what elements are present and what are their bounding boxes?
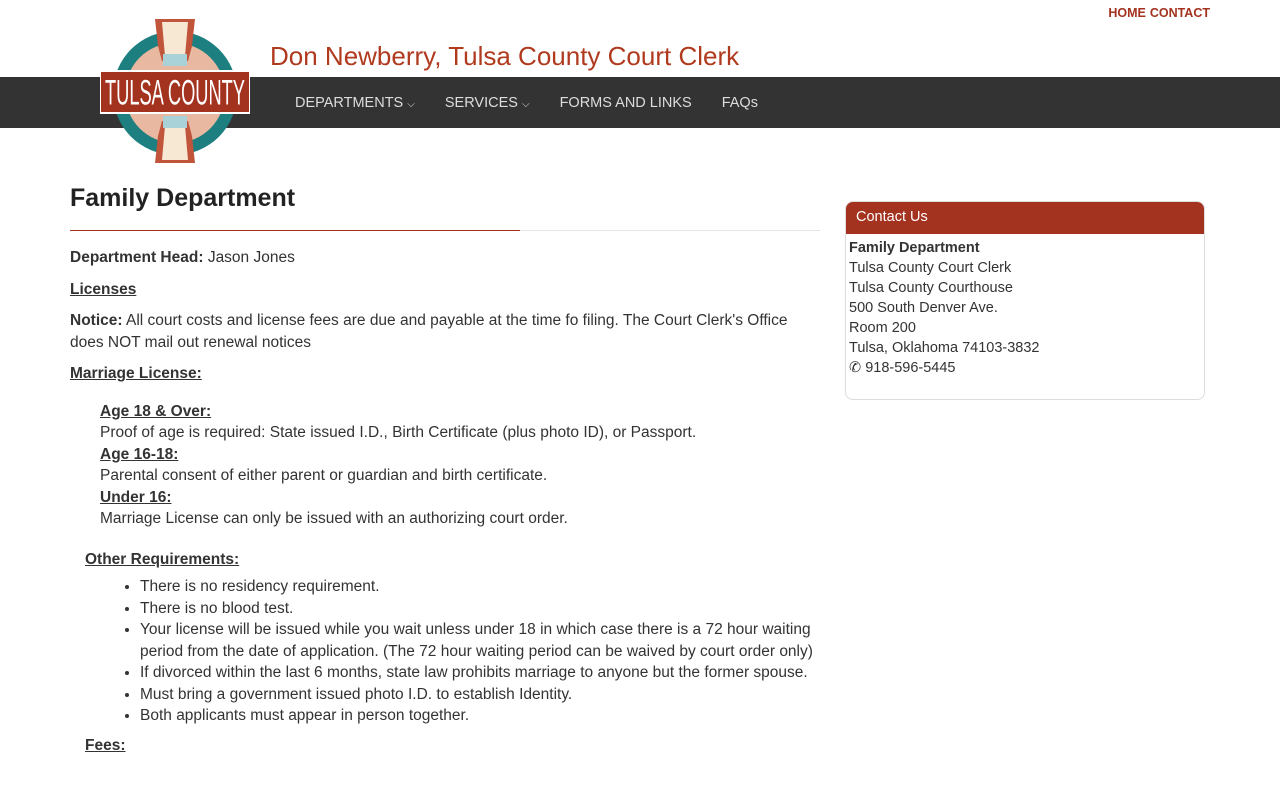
main-content	[70, 184, 820, 766]
svg-text:TULSA COUNTY: TULSA COUNTY	[105, 73, 245, 114]
marriage-license-heading: Marriage License:	[70, 365, 202, 382]
contact-line: Tulsa County Courthouse	[849, 280, 1013, 296]
title-divider	[70, 230, 820, 231]
notice-text: All court costs and license fees are due and payable at the time fo filing. The Court Clerk's Office does NOT mail out renewal notices	[70, 312, 788, 351]
contact-line: Tulsa County Court Clerk	[849, 260, 1012, 276]
dept-head-label: Department Head:	[70, 249, 204, 266]
top-links	[1104, 6, 1210, 20]
phone-icon: ✆	[849, 360, 862, 376]
age-label: Age 16-18:	[100, 445, 179, 463]
age-text: Marriage License can only be issued with an authorizing court order.	[100, 510, 568, 527]
fees-heading: Fees:	[85, 736, 126, 754]
nav-faqs[interactable]: FAQs	[721, 94, 758, 111]
contact-line: Room 200	[849, 320, 916, 336]
nav-services[interactable]	[445, 95, 530, 111]
contact-panel-title: Contact Us	[846, 202, 1204, 234]
chevron-down-icon: ⌵	[521, 98, 530, 110]
contact-line: Tulsa, Oklahoma 74103-3832	[849, 340, 1040, 356]
nav-forms-and-links[interactable]: FORMS AND LINKS	[559, 94, 692, 111]
list-item: • There is no residency requirement.	[140, 576, 820, 598]
age-label: Under 16:	[100, 488, 172, 506]
contact-phone[interactable]: 918-596-5445	[865, 360, 956, 376]
age-requirements	[70, 401, 820, 530]
age-label: Age 18 & Over:	[100, 402, 212, 420]
requirements-list	[70, 576, 820, 727]
contact-line: 500 South Denver Ave.	[849, 300, 998, 316]
tulsa-county-logo[interactable]	[100, 16, 250, 166]
list-item: • Must bring a government issued photo I.D. to establish Identity.	[140, 684, 820, 706]
list-item: • There is no blood test.	[140, 598, 820, 620]
notice-label: Notice:	[70, 312, 123, 329]
contact-link[interactable]: CONTACT	[1149, 6, 1210, 20]
chevron-down-icon: ⌵	[407, 98, 415, 110]
licenses-heading: Licenses	[70, 280, 137, 298]
list-item: • If divorced within the last 6 months, state law prohibits marriage to anyone but the former spouse.	[140, 662, 820, 684]
contact-dept: Family Department	[849, 240, 980, 256]
age-text: Proof of age is required: State issued I.D., Birth Certificate (plus photo ID), or Passport.	[100, 424, 697, 441]
page-title: Family Department	[70, 184, 296, 212]
nav-label: SERVICES	[444, 94, 518, 111]
list-item: • Both applicants must appear in person together.	[140, 705, 820, 727]
dept-head-name: Jason Jones	[207, 249, 295, 266]
other-requirements-heading: Other Requirements:	[85, 550, 240, 568]
site-title[interactable]: Don Newberry, Tulsa County Court Clerk	[270, 41, 740, 71]
contact-panel	[845, 201, 1205, 400]
home-link[interactable]: HOME	[1108, 6, 1146, 20]
age-text: Parental consent of either parent or guardian and birth certificate.	[100, 467, 548, 484]
nav-label: DEPARTMENTS	[295, 94, 404, 111]
nav-departments[interactable]	[295, 95, 415, 111]
list-item: • Your license will be issued while you wait unless under 18 in which case there is a 72 hour waiting period from the date of application. (The 72 hour waiting period can be waived by court order only)	[140, 619, 820, 662]
